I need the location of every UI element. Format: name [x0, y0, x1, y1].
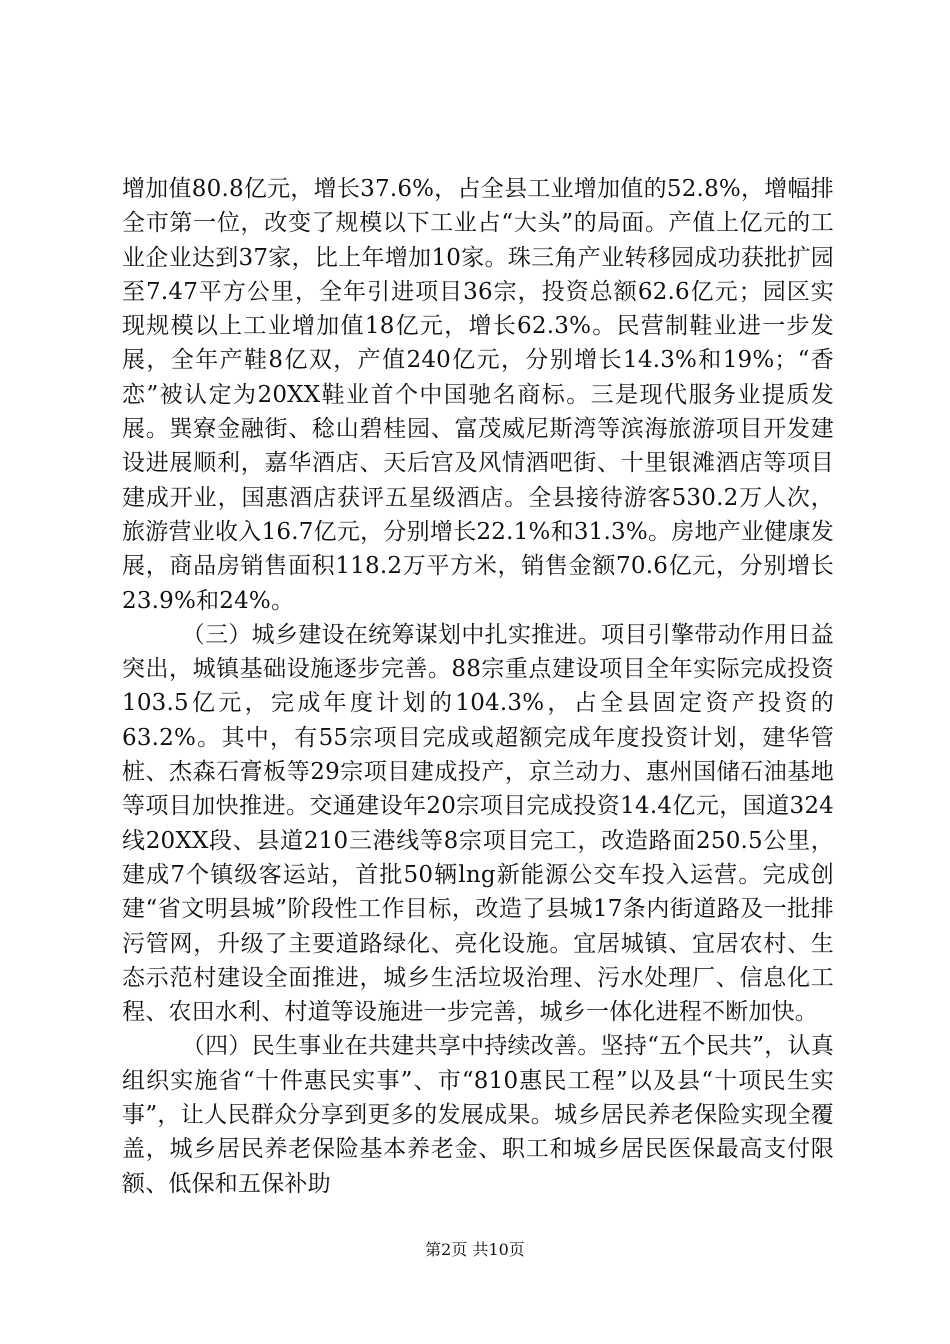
paragraph-industry-results: 增加值80.8亿元，增长37.6%，占全县工业增加值的52.8%，增幅排全市第一位，改变了规模以下工业占“大头”的局面。产值上亿元的工业企业达到37家，比上年增加10家。珠三角产业转移园成功获批扩园至7.47平方公里，全年引进项目36宗，投资总额62.6亿元；园区实现规模以上工业增加值18亿元，增长62.3%。民营制鞋业进一步发展，全年产鞋8亿双，产值240亿元，分别增长14.3%和19%；“香恋”被认定为20XX鞋业首个中国驰名商标。三是现代服务业提质发展。巽寮金融街、稔山碧桂园、富茂威尼斯湾等滨海旅游项目开发建设进展顺利，嘉华酒店、天后宫及风情酒吧街、十里银滩酒店等项目建成开业，国惠酒店获评五星级酒店。全县接待游客530.2万人次，旅游营业收入16.7亿元，分别增长22.1%和31.3%。房地产业健康发展，商品房销售面积118.2万平方米，销售金额70.6亿元，分别增长23.9%和24%。	[122, 176, 834, 614]
paragraph-urban-rural-construction: （三）城乡建设在统筹谋划中扎实推进。项目引擎带动作用日益突出，城镇基础设施逐步完善。88宗重点建设项目全年实际完成投资103.5亿元，完成年度计划的104.3%，占全县固定资产投资的63.2%。其中，有55宗项目完成或超额完成年度投资计划，建华管桩、杰森石膏板等29宗项目建成投产，京兰动力、惠州国储石油基地等项目加快推进。交通建设年20宗项目完成投资14.4亿元，国道324线20XX段、县道210三港线等8宗项目完工，改造路面250.5公里，建成7个镇级客运站，首批50辆lng新能源公交车投入运营。完成创建“省文明县城”阶段性工作目标，改造了县城17条内街道路及一批排污管网，升级了主要道路绿化、亮化设施。宜居城镇、宜居农村、生态示范村建设全面推进，城乡生活垃圾治理、污水处理厂、信息化工程、农田水利、村道等设施进一步完善，城乡一体化进程不断加快。	[122, 621, 834, 1026]
page-number: 第2页 共10页	[425, 1240, 525, 1259]
paragraph-livelihood: （四）民生事业在共建共享中持续改善。坚持“五个民共”，认真组织实施省“十件惠民实事”、市“810惠民工程”以及县“十项民生实事”，让人民群众分享到更多的发展成果。城乡居民养老保险实现全覆盖，城乡居民养老保险基本养老金、职工和城乡居民医保最高支付限额、低保和五保补助	[122, 1033, 834, 1197]
document-body	[122, 172, 834, 1201]
page-footer	[0, 1240, 950, 1260]
